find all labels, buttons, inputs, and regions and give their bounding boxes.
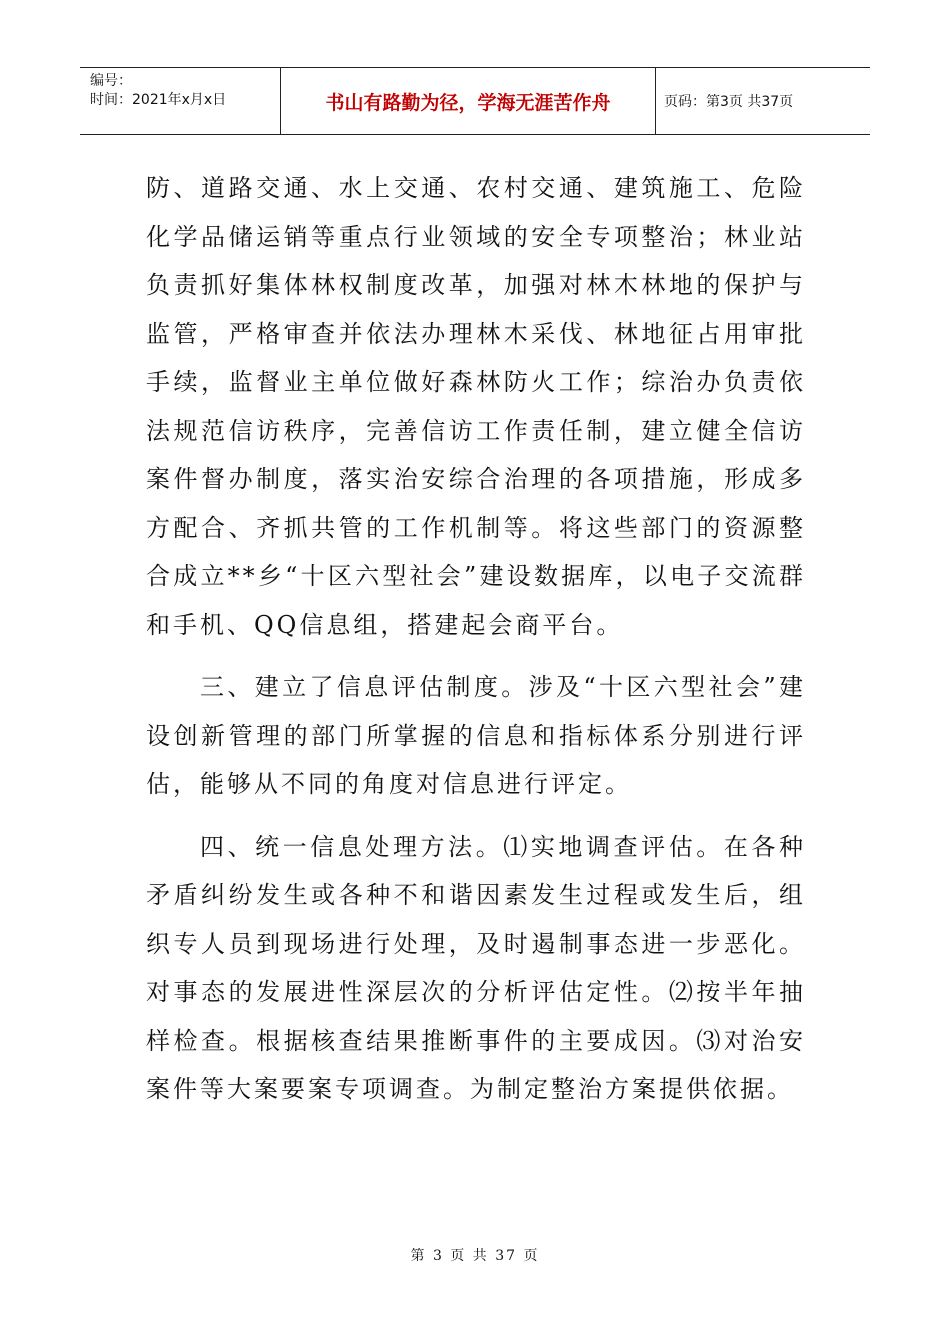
- paragraph-2: 三、建立了信息评估制度。涉及“十区六型社会”建设创新管理的部门所掌握的信息和指标体系分别进行评估，能够从不同的角度对信息进行评定。: [146, 673, 806, 798]
- header-page-info: 页码：第3页 共37页: [664, 94, 794, 110]
- document-body: [146, 164, 806, 1114]
- date-label: 时间：2021年x月x日: [90, 92, 227, 108]
- paragraph-1: 防、道路交通、水上交通、农村交通、建筑施工、危险化学品储运销等重点行业领域的安全专项整治；林业站负责抓好集体林权制度改革，加强对林木林地的保护与监管，严格审查并依法办理林木采伐、林地征占用审批手续，监督业主单位做好森林防火工作；综治办负责依法规范信访秩序，完善信访工作责任制，建立健全信访案件督办制度，落实治安综合治理的各项措施，形成多方配合、齐抓共管的工作机制等。将这些部门的资源整合成立**乡“十区六型社会”建设数据库，以电子交流群和手机、QQ信息组，搭建起会商平台。: [146, 174, 806, 639]
- header-motto: 书山有路勤为径，学海无涯苦作舟: [281, 68, 656, 134]
- serial-number-label: 编号：: [90, 73, 132, 89]
- header-meta: [80, 68, 281, 134]
- page-header: [80, 67, 870, 135]
- page-footer: 第 3 页 共 37 页: [410, 1248, 540, 1264]
- paragraph-3: 四、统一信息处理方法。⑴实地调查评估。在各种矛盾纠纷发生或各种不和谐因素发生过程或发生后，组织专人员到现场进行处理，及时遏制事态进一步恶化。对事态的发展进性深层次的分析评估定性。⑵按半年抽样检查。根据核查结果推断事件的主要成因。⑶对治安案件等大案要案专项调查。为制定整治方案提供依据。: [146, 832, 806, 1103]
